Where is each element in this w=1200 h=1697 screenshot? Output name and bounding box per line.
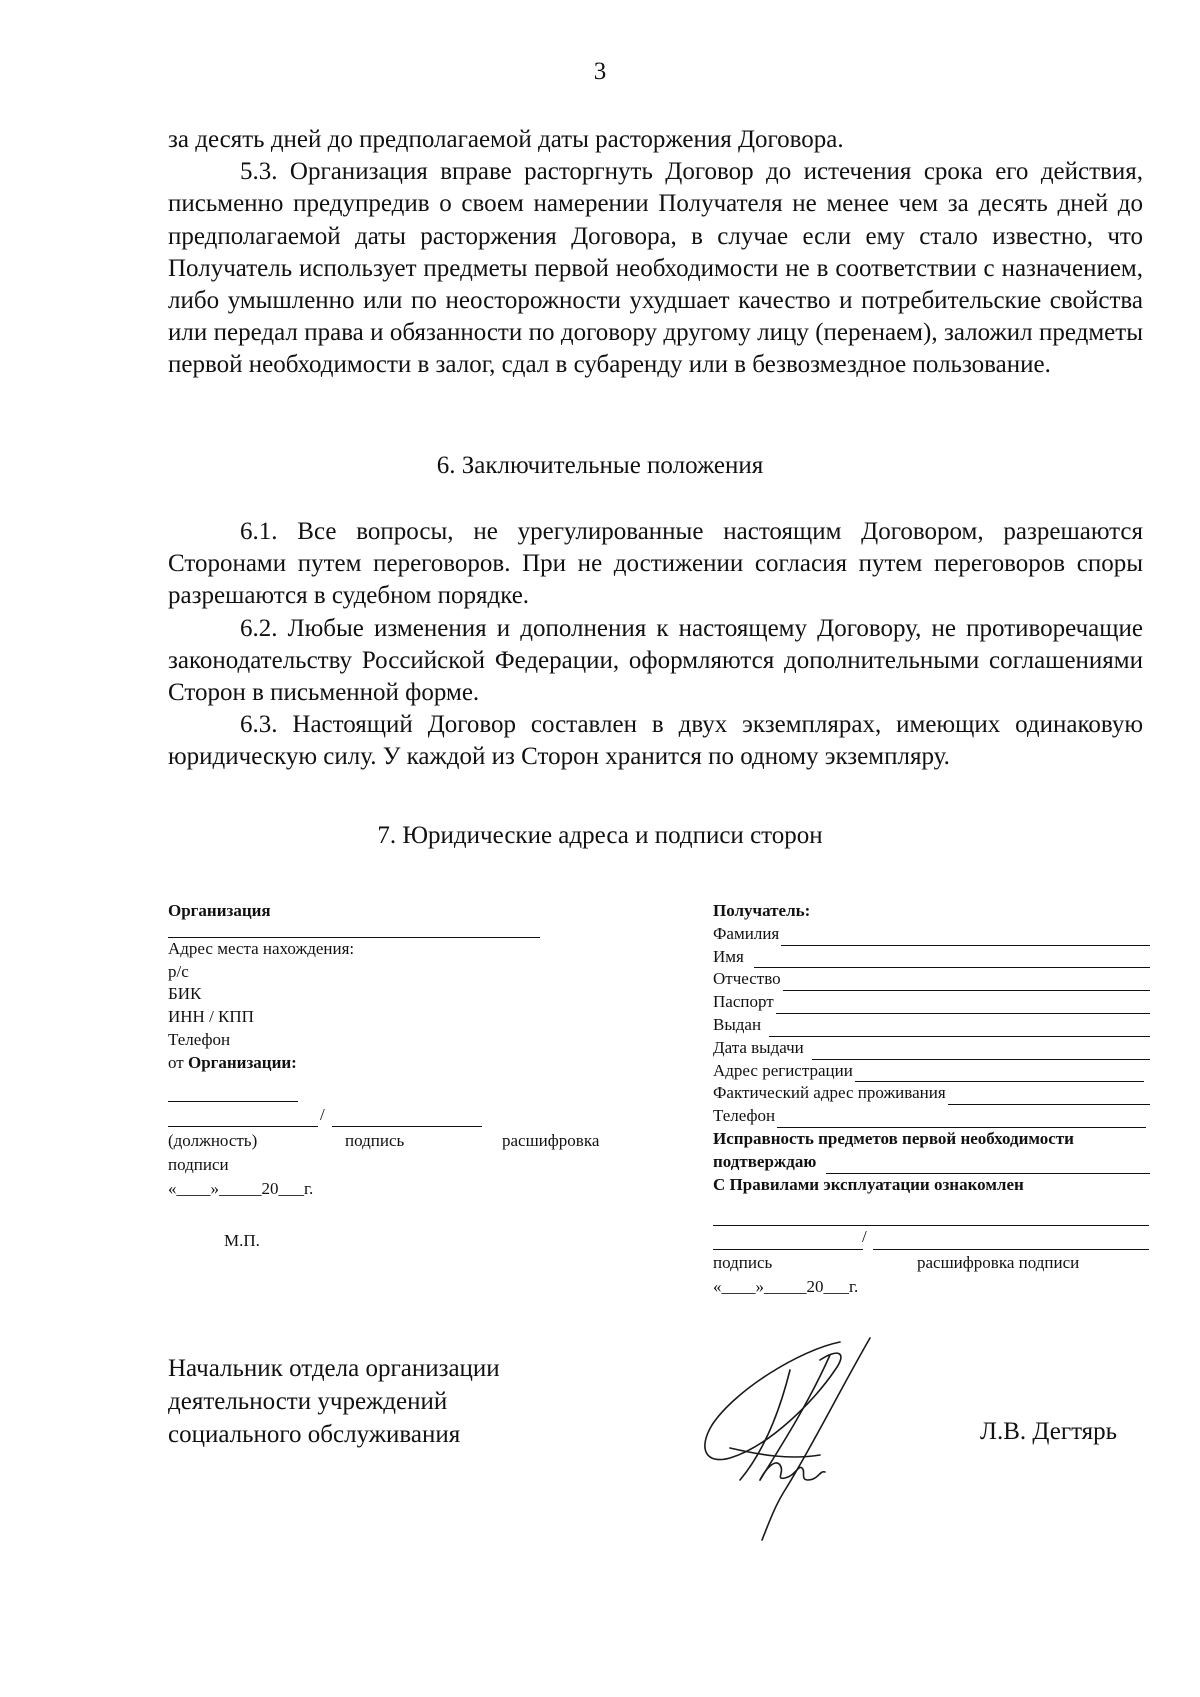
recipient-signature-label: подпись (713, 1253, 773, 1272)
organization-title: Организация (168, 901, 271, 920)
position-line (168, 1100, 298, 1102)
serviceability-text: Исправность предметов первой необходимости (713, 1128, 1074, 1148)
position-label: (должность) (168, 1131, 258, 1150)
paragraph-continuation: за десять дней до предполагаемой даты расторжения Договора. (168, 126, 844, 153)
decode-label-cont: подписи (168, 1155, 229, 1174)
recipient-phone-field: Телефон (713, 1105, 1150, 1128)
heading-section-7: 7. Юридические адреса и подписи сторон (377, 822, 823, 849)
paragraph-6-3: 6.3. Настоящий Договор составлен в двух экземплярах, имеющих одинаковую юридическую силу. У каждой из Сторон хранится по одному экземпляру. (168, 711, 1143, 771)
recipient-rules-line (713, 1224, 1149, 1226)
actual-address-field: Фактический адрес проживания (713, 1082, 1150, 1105)
reg-address-field: Адрес регистрации (713, 1060, 1150, 1083)
issue-date-field: Дата выдачи (713, 1037, 1150, 1060)
passport-line (776, 998, 1150, 1014)
organization-from: от Организации: (168, 1052, 297, 1072)
signoff-line-1: Начальник отдела организации (168, 1355, 500, 1382)
name-field: Имя (713, 946, 1150, 969)
heading-section-6: 6. Заключительные положения (436, 452, 764, 479)
stamp-mark: М.П. (224, 1231, 260, 1250)
signature-line-1 (168, 1125, 318, 1127)
signer-name: Л.В. Дегтярь (980, 1418, 1118, 1445)
recipient-slash: / (862, 1227, 867, 1246)
actual-address-line (948, 1089, 1150, 1105)
signature-label: подпись (345, 1131, 405, 1150)
serviceability-line (826, 1158, 1150, 1174)
organization-slash: / (320, 1105, 325, 1124)
organization-block (168, 900, 638, 1075)
name-line (754, 952, 1150, 968)
issue-date-line (812, 1044, 1150, 1060)
recipient-decode-label: расшифровка подписи (917, 1253, 1080, 1272)
recipient-signature-line-1 (713, 1248, 863, 1250)
recipient-date-line: «____»_____20___г. (713, 1277, 859, 1296)
signoff-line-3: социального обслуживания (168, 1421, 461, 1448)
handwritten-signature (690, 1330, 890, 1560)
recipient-phone-line (777, 1112, 1146, 1128)
paragraph-6-1: 6.1. Все вопросы, не урегулированные настоящим Договором, разрешаются Сторонами путем переговоров. При не достижении согласия путем переговоров споры разрешаются в судебном порядке. (168, 518, 1143, 610)
signoff-title (168, 1352, 500, 1451)
serviceability-confirm: подтверждаю (713, 1151, 1150, 1174)
issued-field: Выдан (713, 1014, 1150, 1037)
organization-name-line (168, 923, 540, 938)
surname-field: Фамилия (713, 923, 1150, 946)
patronymic-line (783, 975, 1150, 991)
signature-line-2 (332, 1125, 482, 1127)
organization-bik: БИК (168, 984, 202, 1004)
organization-inn-kpp: ИНН / КПП (168, 1007, 254, 1027)
section-6-body (168, 516, 1143, 774)
recipient-signature-line-2 (873, 1248, 1149, 1250)
organization-account: р/с (168, 961, 189, 981)
organization-phone: Телефон (168, 1029, 231, 1049)
organization-date-line: «____»_____20___г. (168, 1179, 314, 1198)
surname-line (781, 930, 1150, 946)
decode-label: расшифровка (502, 1131, 600, 1150)
recipient-block (713, 900, 1150, 1196)
paragraph-6-2: 6.2. Любые изменения и дополнения к настоящему Договору, не противоречащие законодательству Российской Федерации, оформляются дополнительными соглашениями Сторон в письменной форме. (168, 614, 1143, 707)
page-number: 3 (593, 58, 607, 85)
section-5-continuation (168, 124, 1143, 382)
patronymic-field: Отчество (713, 968, 1150, 991)
issued-line (769, 1021, 1150, 1037)
recipient-title: Получатель: (713, 901, 811, 920)
rules-acknowledged: С Правилами эксплуатации ознакомлен (713, 1174, 1024, 1194)
reg-address-line (855, 1066, 1144, 1082)
passport-field: Паспорт (713, 991, 1150, 1014)
signoff-line-2: деятельности учреждений (168, 1388, 448, 1415)
paragraph-5-3: 5.3. Организация вправе расторгнуть Договор до истечения срока его действия, письменно предупредив о своем намерении Получателя не менее чем за десять дней до предполагаемой даты расторжения Договора, в случае если ему стало известно, что Получатель использует предметы первой необходимости не в соответствии с назначением, либо умышленно или по неосторожности ухудшает качество и потребительские свойства или передал права и обязанности по договору другому лицу (перенаем), заложил предметы первой необходимости в залог, сдал в субаренду или в безвозмездное пользование. (168, 158, 1143, 379)
organization-address: Адрес места нахождения: (168, 938, 355, 958)
